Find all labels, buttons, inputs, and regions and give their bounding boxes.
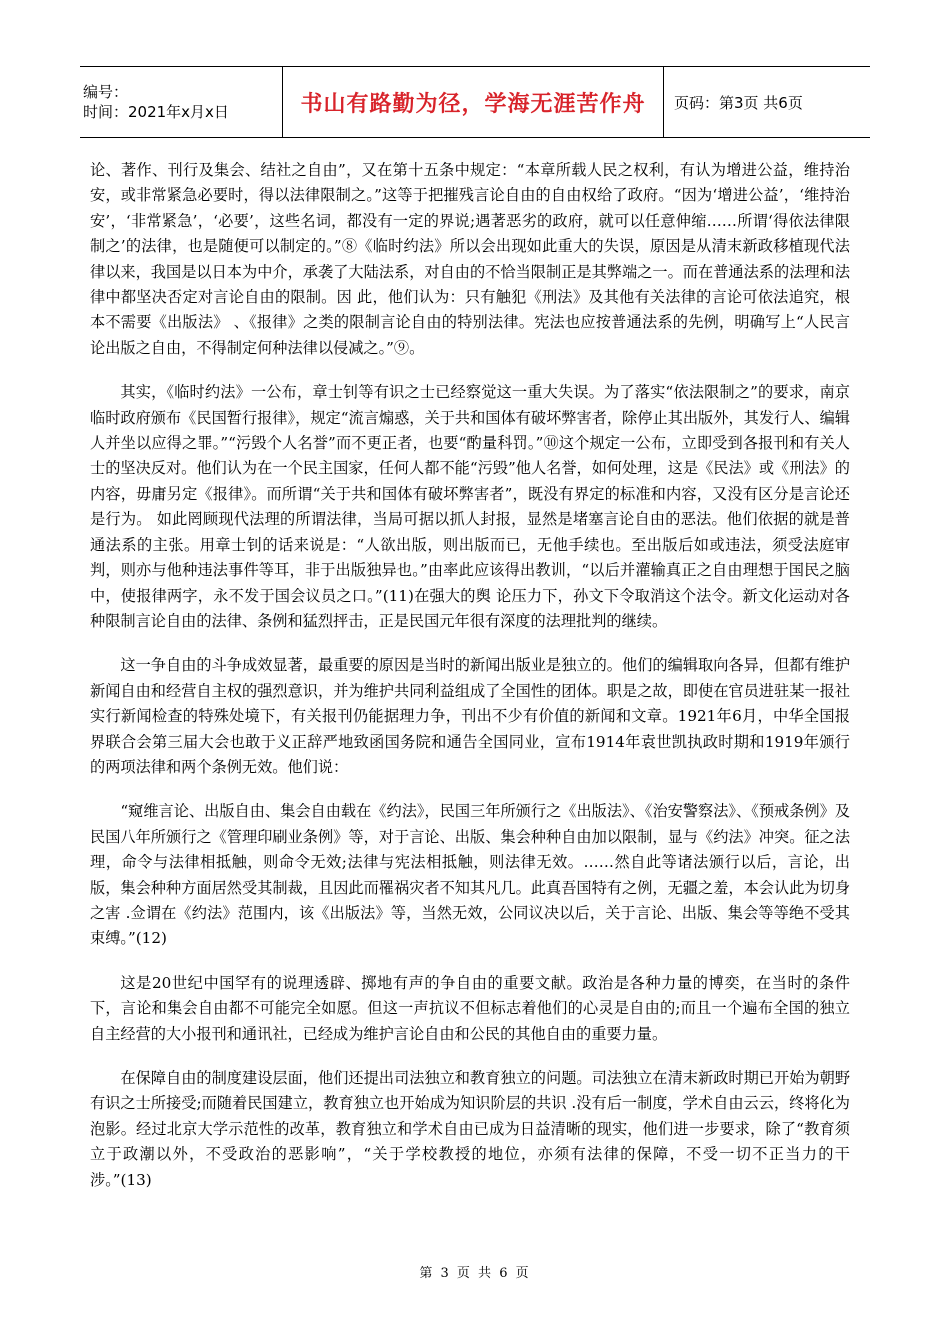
header-meta [80,67,283,138]
body-paragraph: 在保障自由的制度建设层面，他们还提出司法独立和教育独立的问题。司法独立在清末新政时期已开始为朝野有识之士所接受;而随着民国建立，教育独立也开始成为知识阶层的共识 .没有后一制度，学术自由云云，终将化为泡影。经过北京大学示范性的改革，教育独立和学术自由已成为日益清晰的现实，他们进一步要求，除了“教育须立于政潮以外，不受政治的恶影响”，“关于学校教授的地位，亦须有法律的保障，不受一切不正当力的干涉。”(13) [90,1069,850,1189]
page-footer: 第 3 页 共 6 页 [419,1266,531,1281]
body-paragraph: 其实，《临时约法》一公布，章士钊等有识之士已经察觉这一重大失误。为了落实“依法限制之”的要求，南京临时政府颁布《民国暂行报律》，规定“流言煽惑，关于共和国体有破坏弊害者，除停止其出版外，其发行人、编辑人并坐以应得之罪。”“污毁个人名誉”而不更正者，也要“酌量科罚。”⑩这个规定一公布，立即受到各报刊和有关人士的坚决反对。他们认为在一个民主国家，任何人都不能“污毁”他人名誉，如何处理，这是《民法》或《刑法》的内容，毋庸另定《报律》。而所谓“关于共和国体有破坏弊害者”，既没有界定的标准和内容，又没有区分是言论还是行为。 如此罔顾现代法理的所谓法律，当局可据以抓人封报，显然是堵塞言论自由的恶法。他们依据的就是普通法系的主张。用章士钊的话来说是：“人欲出版，则出版而已，无他手续也。至出版后如或违法，须受法庭审判，则亦与他种违法事件等耳，非于出版独异也。”由率此应该得出教训，“以后并灌输真正之自由理想于国民之脑中，使报律两字，永不发于国会议员之口。”(11)在强大的舆 论压力下，孙文下令取消这个法令。新文化运动对各种限制言论自由的法律、条例和猛烈抨击，正是民国元年很有深度的法理批判的继续。 [90,383,850,630]
header-page-info: 页码：第3页 共6页 [674,93,803,112]
document-body [90,158,850,1212]
body-paragraph: 这一争自由的斗争成效显著，最重要的原因是当时的新闻出版业是独立的。他们的编辑取向各异，但都有维护新闻自由和经营自主权的强烈意识，并为维护共同利益组成了全国性的团体。职是之故，即使在官员进驻某一报社实行新闻检查的特殊处境下，有关报刊仍能据理力争，刊出不少有价值的新闻和文章。1921年6月，中华全国报界联合会第三届大会也敢于义正辞严地致函国务院和通告全国同业，宣布1914年袁世凯执政时期和1919年颁行的两项法律和两个条例无效。他们说： [90,656,850,776]
document-date: 时间：2021年x月x日 [83,103,229,121]
body-paragraph: 论、著作、刊行及集会、结社之自由”，又在第十五条中规定：“本章所载人民之权利，有认为增进公益，维持治安，或非常紧急必要时，得以法律限制之。”这等于把摧残言论自由的自由权给了政府。“因为‘增进公益’，‘维持治安’，‘非常紧急’，‘必要’，这些名词，都没有一定的界说;遇著恶劣的政府，就可以任意伸缩……所谓‘得依法律限制之’的法律，也是随便可以制定的。”⑧《临时约法》所以会出现如此重大的失误，原因是从清末新政移植现代法律以来，我国是以日本为中介，承袭了大陆法系，对自由的不恰当限制正是其弊端之一。而在普通法系的法理和法律中都坚决否定对言论自由的限制。因 此，他们认为：只有触犯《刑法》及其他有关法律的言论可依法追究，根本不需要《出版法》 、《报律》之类的限制言论自由的特别法律。宪法也应按普通法系的先例，明确写上“人民言论出版之自由，不得制定何种法律以侵减之。”⑨。 [90,161,850,357]
body-quote: “窥维言论、出版自由、集会自由载在《约法》，民国三年所颁行之《出版法》、《治安警察法》、《预戒条例》及民国八年所颁行之《管理印刷业条例》等，对于言论、出版、集会种种自由加以限制，显与《约法》冲突。征之法理，命令与法律相抵触，则命令无效;法律与宪法相抵触，则法律无效。……然自此等诸法颁行以后，言论，出版，集会种种方面居然受其制裁，且因此而罹祸灾者不知其凡几。此真吾国特有之例，无疆之羞，本会认此为切身之害 .佥谓在《约法》范围内，该《出版法》等，当然无效，公同议决以后，关于言论、出版、集会等等绝不受其束缚。”(12) [90,802,850,948]
header-motto: 书山有路勤为径，学海无涯苦作舟 [300,91,646,117]
page-header [80,66,870,138]
header-motto-cell [283,67,664,138]
body-paragraph: 这是20世纪中国罕有的说理透辟、掷地有声的争自由的重要文献。政治是各种力量的博奕，在当时的条件下，言论和集会自由都不可能完全如愿。但这一声抗议不但标志着他们的心灵是自由的;而且一个遍布全国的独立自主经营的大小报刊和通讯社，已经成为维护言论自由和公民的其他自由的重要力量。 [90,973,850,1043]
document-number-label: 编号： [83,83,129,101]
